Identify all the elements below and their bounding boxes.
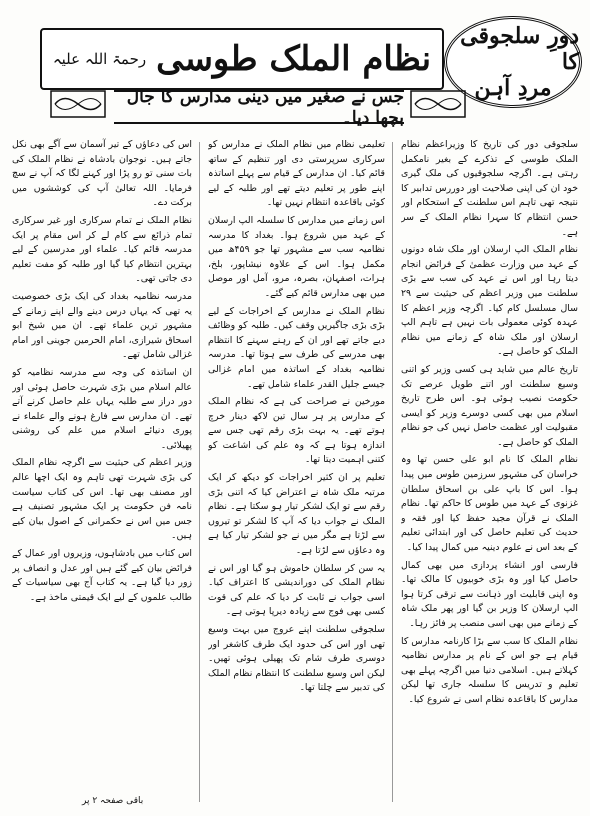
badge-line1: دورِ سلجوقی کا: [460, 23, 579, 75]
paragraph: اس کتاب میں بادشاہوں، وزیروں اور عمال کے فرائض بیان کیے گئے ہیں اور عدل و انصاف پر زور دیا گیا ہے۔ یہ کتاب آج بھی سیاسیات کے طالب علموں کے لیے ایک قیمتی ماخذ ہے۔: [12, 548, 192, 603]
paragraph: یہ سن کر سلطان خاموش ہو گیا اور اس نے نظام الملک کی دوراندیشی کا اعتراف کیا۔ اسی جواب نے ثابت کر دیا کہ علم کی قوت کسی بھی فوج سے زیادہ دیرپا ہوتی ہے۔: [208, 562, 385, 618]
column-divider: [199, 142, 200, 802]
article-title: نظام الملک طوسی: [156, 39, 432, 79]
paragraph: فارسی اور انشاء پردازی میں بھی کمال حاصل کیا اور وہ بڑی خوبیوں کا مالک تھا۔ وہ اپنی قابلیت اور ذہانت سے ترقی کرتا ہوا الپ ارسلان کا وزیر بن گیا اور پھر ملک شاہ کے زمانے میں بھی اسی منصب پر فائز رہا۔: [401, 559, 578, 629]
ornament-left-icon: [50, 90, 106, 118]
article-columns: [12, 138, 578, 808]
paragraph: وزیر اعظم کی حیثیت سے اگرچہ نظام الملک کی بڑی شہرت تھی تاہم وہ ایک اچھا عالم اور مصنف بھی تھا۔ اس کی کتاب سیاست نامہ فن حکومت پر ایک مشہور تصنیف ہے جس میں اس نے حکمرانی کے اصول بیان کیے ہیں۔: [12, 457, 192, 542]
continued-note: باقی صفحہ ۲ پر: [82, 796, 144, 806]
paragraph: نظام الملک کا سب سے بڑا کارنامہ مدارس کا قیام ہے جو اس کے نام پر مدارس نظامیہ کہلاتے ہیں۔ اسلامی دنیا میں اگرچہ پہلے بھی تعلیم و تدریس کا سلسلہ جاری تھا لیکن مدارس کا باقاعدہ نظام اسی نے شروع کیا۔: [401, 635, 578, 705]
column-divider: [392, 142, 393, 802]
paragraph: نظام الملک کا نام ابو علی حسن تھا وہ خراسان کی مشہور سرزمین طوس میں پیدا ہوا۔ اس کا باپ علی بن اسحاق سلطان غزنوی کے عہد میں طوس کا حاکم تھا۔ نظام الملک نے قرآن مجید حفظ کیا اور فقہ و حدیث کی تعلیم حاصل کی اور ابتدائی تعلیم کے بعد اس نے علوم دینیہ میں کمال پیدا کیا۔: [401, 454, 578, 554]
paragraph: اس کی دعاؤں کے تیر آسمان سے آگے بھی نکل جاتے ہیں۔ نوجوان بادشاہ نے نظام الملک کی بات سنی تو رو پڑا اور کہنے لگا کہ آپ نے سچ فرمایا۔ اللہ تعالیٰ آپ کی کوششوں میں برکت دے۔: [12, 139, 192, 209]
paragraph: مورخین نے صراحت کی ہے کہ نظام الملک کے مدارس پر ہر سال تین لاکھ دینار خرچ ہوتے تھے۔ یہ بہت بڑی رقم تھی جس سے اندازہ ہوتا ہے کہ وہ علم کی اشاعت کو کتنی اہمیت دیتا تھا۔: [208, 396, 385, 466]
paragraph: تاریخ عالم میں شاید ہی کسی وزیر کو اتنی وسیع سلطنت اور اتنے طویل عرصے تک حکومت نصیب ہوئی ہو۔ اس طرح تاریخ اسلام میں بھی کسی دوسرے وزیر کو ایسی مقبولیت اور عظمت حاصل نہیں کی جو نظام الملک کو حاصل ہے۔: [401, 363, 578, 448]
paragraph: نظام الملک نے تمام سرکاری اور غیر سرکاری تمام ذرائع سے کام لے کر اس مقام پر ایک مدرسہ قائم کیا۔ علماء اور مدرسین کے لیے بہترین انتظام کیا گیا اور طلبہ کو مفت تعلیم دی جاتی تھی۔: [12, 214, 192, 285]
title-honorific: رحمۃ اللہ علیہ: [52, 50, 147, 68]
paragraph: تعلیم پر ان کثیر اخراجات کو دیکھ کر ایک مرتبہ ملک شاہ نے اعتراض کیا کہ اتنی بڑی رقم سے تو ایک لشکر تیار ہو سکتا ہے۔ نظام الملک نے جواب دیا کہ آپ کا لشکر تو تیروں سے لڑتا ہے مگر میں نے جو لشکر تیار کیا ہے وہ دعاؤں سے لڑتا ہے۔: [208, 472, 385, 557]
paragraph: سلجوقی دور کی تاریخ کا وزیراعظم نظام الملک طوسی کے تذکرے کے بغیر نامکمل رہتی ہے۔ اگرچہ سلجوقیوں کی ملک گیری خود ان کی اپنی صلاحیت اور دوررس تدابیر کا نتیجہ تھی تاہم اس سلطنت کے استحکام اور حسن انتظام کا سہرا نظام الملک کے سر ہے۔: [401, 139, 578, 238]
badge-line2: مردِ آہن: [474, 75, 552, 101]
paragraph: اس زمانے میں مدارس کا سلسلہ الپ ارسلان کے عہد میں شروع ہوا۔ بغداد کا مدرسہ نظامیہ سب سے مشہور تھا جو ۴۵۹ھ میں مکمل ہوا۔ اس کے علاوہ نیشاپور، بلخ، ہرات، اصفہان، بصرہ، مرو، آمل اور موصل میں بھی مدارس قائم کیے گئے۔: [208, 214, 385, 299]
ornament-right-icon: [410, 90, 466, 118]
title-box: [40, 28, 444, 90]
article-subtitle: جس نے صغیر میں دینی مدارس کا جال بچھا دیا۔: [126, 87, 404, 128]
paragraph: نظام الملک الپ ارسلان اور ملک شاہ دونوں کے عہد میں وزارت عظمیٰ کے فرائض انجام دیتا رہا اور اس نے عہد کی سب سے بڑی سلطنت میں وزیر اعظم کی حیثیت سے ۲۹ سال مسلسل کام کیا۔ اگرچہ وزیر اعظم کا عہدہ کوئی معمولی بات نہیں ہے تاہم الپ ارسلان اور ملک شاہ کے زمانے میں نظام الملک کو حاصل ہے۔: [401, 244, 578, 358]
paragraph: تعلیمی نظام میں نظام الملک نے مدارس کو سرکاری سرپرستی دی اور تنظیم کے ساتھ قائم کیا۔ ان مدارس کے قیام سے پہلے اساتذہ اپنے طور پر تعلیم دیتے تھے اور طلبہ کے لیے کوئی باقاعدہ انتظام نہیں تھا۔: [208, 139, 385, 209]
column-2: [208, 138, 385, 808]
column-1: [401, 138, 578, 808]
article-header: [20, 10, 582, 130]
column-3: [12, 138, 192, 808]
paragraph: سلجوقی سلطنت اپنے عروج میں بہت وسیع تھی اور اس کی حدود ایک طرف کاشغر اور دوسری طرف شام تک پھیلی ہوئی تھیں۔ لیکن اس وسیع سلطنت کا انتظام نظام الملک کی تدبیر سے چلتا تھا۔: [208, 624, 385, 694]
paragraph: نظام الملک نے مدارس کے اخراجات کے لیے بڑی بڑی جاگیریں وقف کیں۔ طلبہ کو وظائف دیے جاتے تھے اور ان کے رہنے سہنے کا انتظام بھی مدرسے کی طرف سے ہوتا تھا۔ مدرسہ نظامیہ بغداد کے اساتذہ میں امام غزالی جیسے جلیل القدر علماء شامل تھے۔: [208, 305, 385, 390]
paragraph: ان اساتذہ کی وجہ سے مدرسہ نظامیہ کو عالم اسلام میں بڑی شہرت حاصل ہوئی اور دور دراز سے طلبہ یہاں علم حاصل کرنے آتے تھے۔ ان مدارس سے فارغ ہونے والے علماء نے پوری دنیائے اسلام میں علم کی روشنی پھیلائی۔: [12, 366, 192, 451]
paragraph: مدرسہ نظامیہ بغداد کی ایک بڑی خصوصیت یہ تھی کہ یہاں درس دینے والے اپنے زمانے کے مشہور ترین علماء تھے۔ ان میں شیخ ابو اسحاق شیرازی، امام الحرمین جوینی اور امام غزالی شامل تھے۔: [12, 290, 192, 361]
subtitle-box: [114, 87, 404, 128]
